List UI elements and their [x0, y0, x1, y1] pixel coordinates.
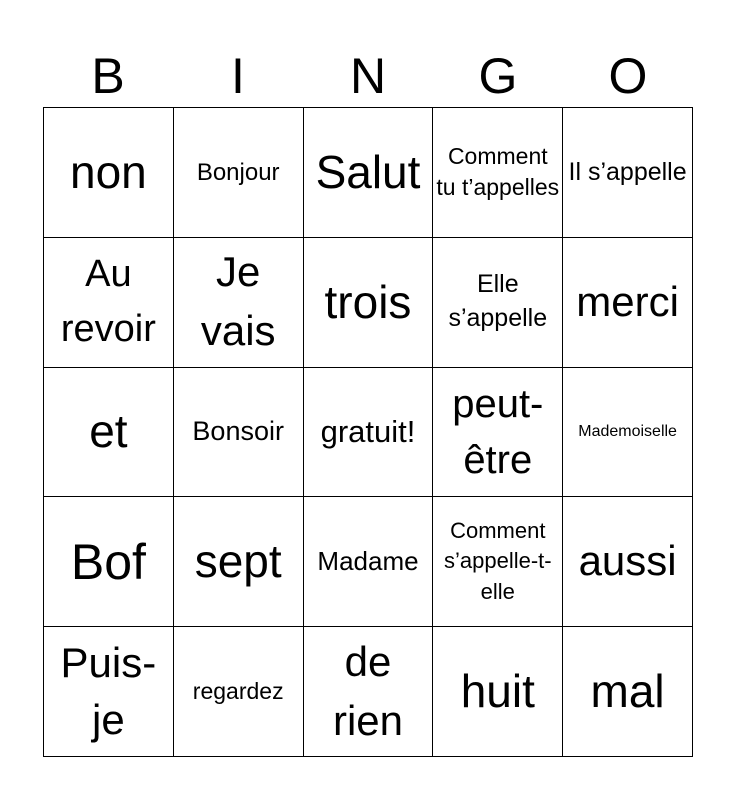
- cell-text: Comment tu t’appelles: [436, 143, 560, 201]
- cell-text: et: [89, 405, 128, 458]
- cell-text: Comment s’appelle-t-elle: [443, 517, 552, 605]
- cell-text: Salut: [315, 145, 421, 198]
- cell-text: de rien: [332, 637, 404, 744]
- bingo-cell-r2-c1[interactable]: [44, 238, 174, 368]
- header-letter-g: G: [478, 48, 518, 104]
- bingo-cell-r3-c1[interactable]: [44, 368, 174, 498]
- cell-text: Bonsoir: [192, 416, 284, 447]
- bingo-cell-r5-c4[interactable]: [433, 627, 563, 757]
- bingo-cell-r4-c4[interactable]: [433, 497, 563, 627]
- header-letter-i: I: [231, 48, 245, 104]
- cell-text: Bonjour: [196, 158, 280, 186]
- bingo-cell-r4-c1[interactable]: [44, 497, 174, 627]
- cell-text: huit: [460, 665, 535, 717]
- bingo-cell-r4-c5[interactable]: [563, 497, 693, 627]
- bingo-cell-r1-c2[interactable]: [174, 108, 304, 238]
- cell-text: non: [70, 145, 147, 198]
- cell-text: Madame: [317, 545, 419, 576]
- header-letter-b: B: [91, 48, 125, 104]
- bingo-cell-r4-c2[interactable]: [174, 497, 304, 627]
- bingo-cell-r2-c2[interactable]: [174, 238, 304, 368]
- cell-text: trois: [324, 275, 412, 328]
- cell-text: Puis-je: [60, 638, 157, 743]
- cell-text: merci: [576, 277, 679, 325]
- cell-text: Au revoir: [60, 253, 156, 351]
- bingo-header: [43, 42, 693, 108]
- cell-text: gratuit!: [320, 414, 416, 450]
- cell-text: peut-être: [452, 381, 544, 482]
- bingo-cell-r5-c2[interactable]: [174, 627, 304, 757]
- bingo-board: [43, 107, 693, 757]
- bingo-cell-r3-c2[interactable]: [174, 368, 304, 498]
- cell-text: Mademoiselle: [578, 423, 677, 441]
- cell-text: Elle s’appelle: [448, 270, 548, 333]
- bingo-cell-r4-c3[interactable]: [304, 497, 434, 627]
- header-letter-n: N: [349, 48, 387, 104]
- bingo-cell-r3-c4[interactable]: [433, 368, 563, 498]
- cell-text: sept: [194, 535, 282, 588]
- bingo-cell-r1-c4[interactable]: [433, 108, 563, 238]
- bingo-cell-r1-c3[interactable]: [304, 108, 434, 238]
- bingo-cell-r1-c1[interactable]: [44, 108, 174, 238]
- cell-text: mal: [590, 665, 665, 717]
- bingo-cell-r5-c3[interactable]: [304, 627, 434, 757]
- cell-text: regardez: [192, 677, 284, 704]
- bingo-cell-r2-c5[interactable]: [563, 238, 693, 368]
- bingo-cell-r5-c5[interactable]: [563, 627, 693, 757]
- bingo-cell-r3-c3[interactable]: [304, 368, 434, 498]
- header-letter-o: O: [608, 48, 648, 104]
- bingo-cell-r5-c1[interactable]: [44, 627, 174, 757]
- bingo-cell-r1-c5[interactable]: [563, 108, 693, 238]
- cell-text: Bof: [70, 533, 146, 590]
- bingo-cell-r3-c5[interactable]: [563, 368, 693, 498]
- cell-text: Je vais: [200, 248, 276, 355]
- bingo-cell-r2-c4[interactable]: [433, 238, 563, 368]
- cell-text: Il s’appelle: [568, 157, 687, 186]
- bingo-cell-r2-c3[interactable]: [304, 238, 434, 368]
- cell-text: aussi: [578, 537, 677, 585]
